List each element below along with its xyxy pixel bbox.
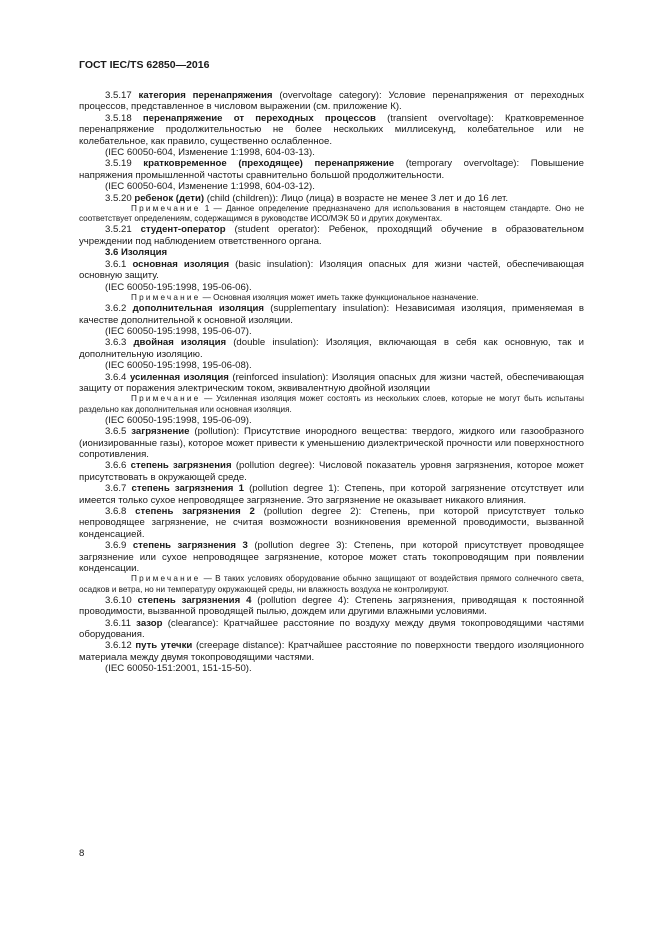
definition-3-6-11: 3.6.11 зазор (clearance): Кратчайшее расстояние по воздуху между двумя токопроводящими частями оборудования. <box>79 617 584 641</box>
reference: (IEC 60050-604, Изменение 1:1998, 604-03-12). <box>105 181 315 193</box>
reference: (IEC 60050-195:1998, 195-06-06). <box>105 281 252 293</box>
definition-3-5-20: 3.5.20 ребенок (дети) (child (children)): Лицо (лица) в возрасте не менее 3 лет и до 16 лет. <box>105 192 509 204</box>
reference: (IEC 60050-195:1998, 195-06-08). <box>105 360 252 372</box>
note: Примечание — В таких условиях оборудование обычно защищают от воздействия прямого солнечного света, осадков и ветра, но ни температуру окружающей среды, ни влажность воздуха не контролируют. <box>79 574 585 594</box>
definition-3-6-4: 3.6.4 усиленная изоляция (reinforced insulation): Изоляция опасных для жизни частей, обеспечивающая защиту от поражения электрическим током, эквивалентную двойной изоляции <box>79 371 584 394</box>
definition-3-6-9: 3.6.9 степень загрязнения 3 (pollution degree 3): Степень, при которой присутствует проводящее загрязнение или сухое непроводящее загрязнение, которое может стать токопроводящим при появлении конденсации. <box>79 540 584 575</box>
definition-3-6-6: 3.6.6 степень загрязнения (pollution degree): Числовой показатель уровня загрязнения, которое может присутствовать в окружающей среде. <box>79 460 584 483</box>
definition-3-6-5: 3.6.5 загрязнение (pollution): Присутствие инородного вещества: твердого, жидкого или газообразного (ионизированные газы), которое может привести к уменьшению диэлектрической прочности или поверхностного сопротивления. <box>79 426 584 460</box>
definition-3-6-7: 3.6.7 степень загрязнения 1 (pollution degree 1): Степень, при которой загрязнение отсутствует или имеется только сухое непроводящее загрязнение. Это загрязнение не оказывает никакого влияния. <box>79 483 585 506</box>
definition-3-6-10: 3.6.10 степень загрязнения 4 (pollution degree 4): Степень загрязнения, приводящая к постоянной проводимости, вызванной проводящей пылью, дождем или другими влажными условиями. <box>79 594 584 618</box>
reference: (IEC 60050-195:1998, 195-06-07). <box>105 325 252 337</box>
definition-3-5-18: 3.5.18 перенапряжение от переходных процессов (transient overvoltage): Кратковременное перенапряжение продолжительностью не более нескольких миллисекунд, колебательное или не колебательное, как правило, существенно ослабленное. <box>79 112 585 147</box>
reference: (IEC 60050-151:2001, 151-15-50). <box>105 663 252 675</box>
page-number: 8 <box>79 848 85 859</box>
reference: (IEC 60050-604, Изменение 1:1998, 604-03-13). <box>105 147 315 159</box>
section-heading: 3.6 Изоляция <box>105 247 168 259</box>
definition-3-6-1: 3.6.1 основная изоляция (basic insulation): Изоляция опасных для жизни частей, обеспечивающая основную защиту. <box>79 258 584 282</box>
definition-3-5-17: 3.5.17 категория перенапряжения (overvoltage category): Условие перенапряжения от переходных процессов, представленное в числовом выражении (см. приложение К). <box>79 90 585 113</box>
note: Примечание 1 — Данное определение предназначено для использования в настоящем стандарте. Оно не соответствует определениям, содержащимся в руководстве ИСО/МЭК 50 и других документах. <box>79 204 585 224</box>
document-body <box>79 90 584 675</box>
definition-3-6-12: 3.6.12 путь утечки (creepage distance): Кратчайшее расстояние по поверхности твердого изоляционного материала между двумя токопроводящими частями. <box>79 640 585 663</box>
definition-3-6-2: 3.6.2 дополнительная изоляция (supplementary insulation): Независимая изоляция, применяемая в качестве дополнительной к основной изоляции. <box>79 303 584 326</box>
definition-3-5-21: 3.5.21 студент-оператор (student operator): Ребенок, проходящий обучение в образовательном учреждении под наблюдением ответственного органа. <box>79 224 584 247</box>
definition-3-6-8: 3.6.8 степень загрязнения 2 (pollution degree 2): Степень, при которой присутствует только непроводящее загрязнение, не считая возможности возникновения временной проводимости, вызванной конденсацией. <box>79 506 585 540</box>
reference: (IEC 60050-195:1998, 195-06-09). <box>105 414 252 426</box>
definition-3-5-19: 3.5.19 кратковременное (преходящее) перенапряжение (temporary overvoltage): Повышение напряжения промышленной частоты сравнительно большой продолжительности. <box>79 158 584 181</box>
definition-3-6-3: 3.6.3 двойная изоляция (double insulation): Изоляция, включающая в себя как основную, так и дополнительную изоляцию. <box>79 337 584 360</box>
note: Примечание — Основная изоляция может иметь также функциональное назначение. <box>131 292 479 302</box>
note: Примечание — Усиленная изоляция может состоять из нескольких слоев, которые не могут быть испытаны раздельно как дополнительная или основная изоляция. <box>79 394 584 414</box>
page-header: ГОСТ IEC/TS 62850—2016 <box>79 59 210 71</box>
